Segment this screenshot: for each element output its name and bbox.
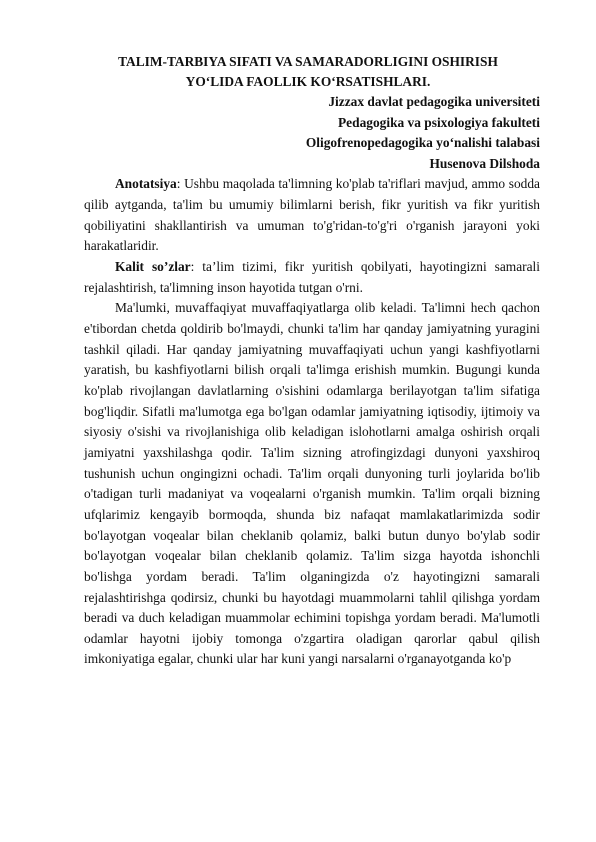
abstract-text: : Ushbu maqolada ta'limning ko'plab ta'riflari mavjud, ammo sodda qilib aytganda, ta'lim bu umumiy bilimlarni berish, fikr yuritish va fikr yuritish qobiliyatini shakllantirish va umuman to'g'ridan-to'g'ri o'rganish jarayoni yoki harakatlaridir.	[84, 176, 540, 254]
abstract-paragraph	[84, 174, 540, 257]
keywords-label: Kalit so’zlar	[115, 259, 191, 274]
author-name: Husenova Dilshoda	[429, 155, 540, 171]
body-paragraph: Ma'lumki, muvaffaqiyat muvaffaqiyatlarga olib keladi. Ta'limni hech qachon e'tibordan chetda qoldirib bo'lmaydi, chunki ta'lim har qanday jamiyatning yuragini tashkil qiladi. Har qanday jamiyatning muvaffaqiyati uchun yangi kashfiyotlarni yaratish, bu kashfiyotlarni bilish orqali ta'limga erishish mumkin. Bugungi kunda ko'plab rivojlangan davlatlarning o'sishini odamlarga berilayotgan ta'lim sifatiga bog'liqdir. Sifatli ma'lumotga ega bo'lgan odamlar jamiyatning iqtisodiy, ijtimoiy va siyosiy o'sishi va rivojlanishiga olib keladigan islohotlarni amalga oshirish orqali jamiyatni yaxshilashga qodir. Ta'lim sizning atrofingizdagi dunyoni yaxshiroq tushunish uchun ongingizni ochadi. Ta'lim orqali dunyoning turli joylarida bo'lib o'tadigan turli madaniyat va voqealarni o'rganish mumkin. Ta'lim orqali bizning ufqlarimiz kengayib bormoqda, shunda biz nafaqat mamlakatlarimizda sodir bo'layotgan voqealar bilan cheklanib qolamiz, balki butun dunyo bo'ylab sodir bo'layotgan voqealar bilan cheklanib qolamiz. Ta'lim sizga hayotda ishonchli bo'lishga yordam beradi. Ta'lim olganingizda o'z hayotingizni samarali rejalashtirishga qodirsiz, chunki bu hayotdagi muammolarni tahlil qilishga yordam beradi va duch keladigan muammolar echimini topishga yordam beradi. Ma'lumotli odamlar hayotni ijobiy tomonga o'zgartira oladigan qarorlar qabul qilish imkoniyatiga egalar, chunki ular har kuni yangi narsalarni o'rganayotganda ko'p	[84, 300, 540, 667]
keywords-text: : ta’lim tizimi, fikr yuritish qobilyati, hayotingizni samarali rejalashtirish, ta'limning inson hayotida tutgan o'rni.	[84, 259, 540, 295]
university-name: Jizzax davlat pedagogika universiteti	[328, 94, 540, 109]
program-name: Oligofrenopedagogika yo‘nalishi talabasi	[305, 135, 540, 151]
article-title-line-2: YO‘LIDA FAOLLIK KO‘RSATISHLARI.	[185, 74, 431, 89]
abstract-label: Anotatsiya	[115, 176, 177, 192]
article-title-line-1: TALIM-TARBIYA SIFATI VA SAMARADORLIGINI OSHIRISH	[118, 54, 498, 69]
keywords-paragraph	[84, 257, 540, 298]
faculty-name: Pedagogika va psixologiya fakulteti	[338, 114, 540, 130]
